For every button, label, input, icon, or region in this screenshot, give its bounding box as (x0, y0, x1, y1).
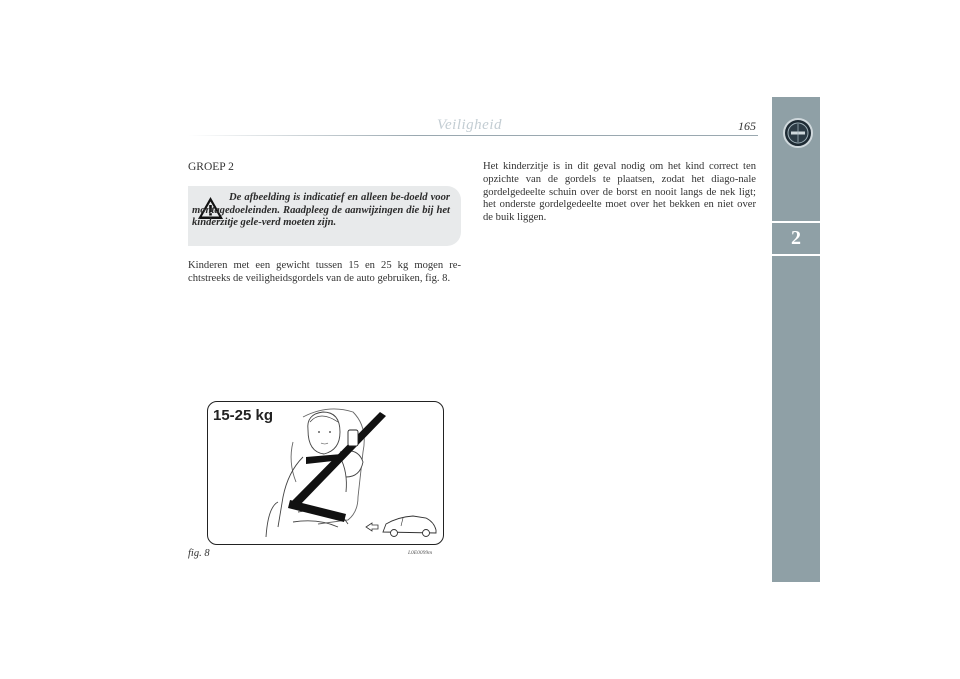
figure-code: L0E0099m (408, 550, 433, 556)
car-direction-icon (366, 516, 436, 537)
right-paragraph: Het kinderzitje is in dit geval nodig om het kind correct ten opzichte van de gordels te plaatsen, zodat het diago-nale gordelgedeelte schuin over de borst en nooit langs de nek ligt; het onderste gordelgedeelte moet over het bekken en niet over de buik liggen. (483, 161, 756, 224)
warning-text: De afbeelding is indicatief en alleen be-doeld voor montagedoeleinden. Raadpleeg de aanwijzingen die bij het kinderzitje gele-verd moeten zijn. (192, 192, 450, 229)
lancia-logo-icon (783, 118, 813, 148)
chapter-number: 2 (791, 227, 801, 249)
left-paragraph: Kinderen met een gewicht tussen 15 en 25 kg mogen re-chtstreeks de veiligheidsgordels van de auto gebruiken, fig. 8. (188, 260, 461, 284)
tab-divider-bottom (772, 254, 820, 256)
group-heading: GROEP 2 (188, 161, 234, 173)
chapter-side-tab[interactable] (772, 97, 820, 582)
warning-box (188, 186, 461, 246)
header-rule (188, 135, 758, 136)
section-title: Veiligheid (437, 117, 502, 133)
child-booster-seat-illustration (208, 402, 443, 544)
figure-caption: fig. 8 (188, 548, 210, 559)
figure-box (207, 401, 444, 545)
tab-divider-top (772, 221, 820, 223)
page-number: 165 (738, 119, 756, 133)
figure-weight-label: 15-25 kg (213, 407, 274, 424)
